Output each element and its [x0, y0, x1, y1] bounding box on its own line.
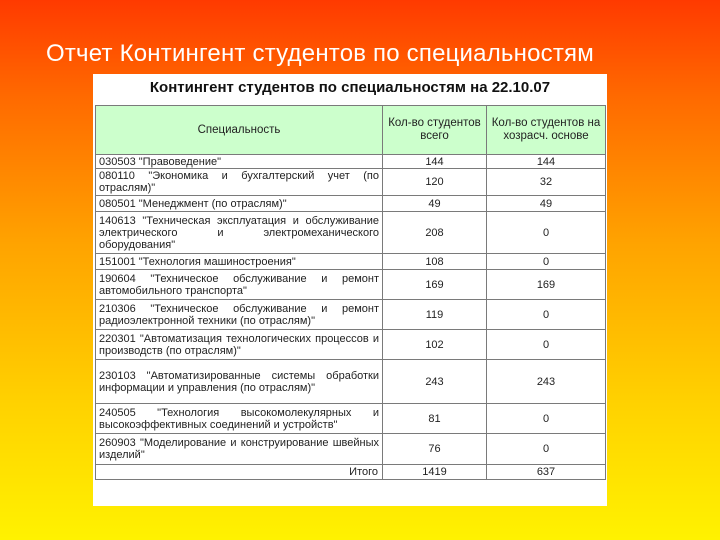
specialty-cell: 080110 "Экономика и бухгалтерский учет (по отраслям)" — [96, 169, 383, 196]
table-row — [96, 434, 606, 465]
paid-cell: 0 — [487, 212, 606, 254]
table-row — [96, 404, 606, 434]
total-cell: 144 — [383, 155, 487, 169]
total-cell: 119 — [383, 300, 487, 330]
table-row — [96, 330, 606, 360]
total-cell: 120 — [383, 169, 487, 196]
total-cell: 169 — [383, 270, 487, 300]
specialty-cell: 260903 "Моделирование и конструирование швейных изделий" — [96, 434, 383, 465]
table-row — [96, 270, 606, 300]
report-document — [93, 74, 607, 506]
grand-total-cell: 1419 — [383, 465, 487, 480]
total-cell: 102 — [383, 330, 487, 360]
report-title: Контингент студентов по специальностям на 22.10.07 — [149, 79, 551, 96]
total-cell: 49 — [383, 196, 487, 212]
total-cell: 81 — [383, 404, 487, 434]
paid-cell: 0 — [487, 254, 606, 270]
total-cell: 76 — [383, 434, 487, 465]
table-total-row — [96, 465, 606, 480]
paid-cell: 0 — [487, 404, 606, 434]
paid-cell: 144 — [487, 155, 606, 169]
slide-title: Отчет Контингент студентов по специальностям — [46, 40, 594, 67]
specialty-cell: 151001 "Технология машиностроения" — [96, 254, 383, 270]
table-row — [96, 155, 606, 169]
paid-cell: 0 — [487, 330, 606, 360]
paid-cell: 32 — [487, 169, 606, 196]
specialty-cell: 080501 "Менеджмент (по отраслям)" — [96, 196, 383, 212]
paid-cell: 0 — [487, 434, 606, 465]
specialty-cell: 240505 "Технология высокомолекулярных и высокоэффективных соединений и устройств" — [96, 404, 383, 434]
table-header-row — [96, 106, 606, 155]
specialty-cell: 210306 "Техническое обслуживание и ремонт радиоэлектронной техники (по отраслям)" — [96, 300, 383, 330]
specialty-cell: 230103 "Автоматизированные системы обработки информации и управления (по отраслям)" — [96, 360, 383, 404]
total-cell: 208 — [383, 212, 487, 254]
paid-cell: 49 — [487, 196, 606, 212]
table-row — [96, 300, 606, 330]
total-cell: 108 — [383, 254, 487, 270]
table-row — [96, 169, 606, 196]
table-row — [96, 360, 606, 404]
grand-paid-cell: 637 — [487, 465, 606, 480]
students-table — [95, 105, 606, 480]
specialty-cell: 030503 "Правоведение" — [96, 155, 383, 169]
table-row — [96, 254, 606, 270]
header-total-students: Кол-во студентов всего — [383, 106, 487, 155]
table-row — [96, 196, 606, 212]
table-row — [96, 212, 606, 254]
total-cell: 243 — [383, 360, 487, 404]
specialty-cell: 190604 "Техническое обслуживание и ремонт автомобильного транспорта" — [96, 270, 383, 300]
paid-cell: 169 — [487, 270, 606, 300]
paid-cell: 0 — [487, 300, 606, 330]
specialty-cell: 140613 "Техническая эксплуатация и обслуживание электрического и электромеханического оборудования" — [96, 212, 383, 254]
specialty-cell: 220301 "Автоматизация технологических процессов и производств (по отраслям)" — [96, 330, 383, 360]
header-specialty: Специальность — [96, 106, 383, 155]
header-paid-students: Кол-во студентов на хозрасч. основе — [487, 106, 606, 155]
paid-cell: 243 — [487, 360, 606, 404]
total-label: Итого — [96, 465, 383, 480]
